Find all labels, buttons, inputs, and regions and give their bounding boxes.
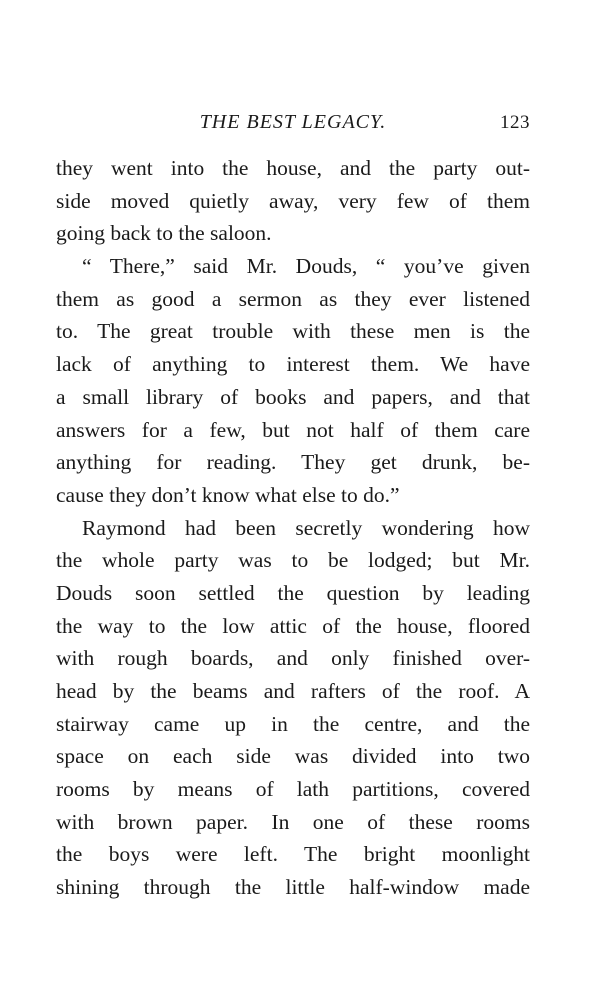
text-line: “ There,” said Mr. Douds, “ you’ve given	[82, 254, 530, 279]
text-line: anything for reading. They get drunk, be-	[56, 450, 530, 475]
text-line: with brown paper. In one of these rooms	[56, 809, 530, 834]
text-line: the whole party was to be lodged; but Mr.	[56, 548, 530, 573]
text-line: going back to the saloon.	[56, 221, 272, 246]
text-line: shining through the little half-window made	[56, 875, 530, 900]
text-line: they went into the house, and the party out-	[56, 156, 530, 180]
text-line: them as good a sermon as they ever listened	[56, 286, 530, 311]
text-line: the way to the low attic of the house, floored	[56, 613, 530, 638]
text-line: head by the beams and rafters of the roof. A	[56, 679, 530, 703]
text-line: space on each side was divided into two	[56, 744, 530, 769]
text-line: lack of anything to interest them. We have	[56, 352, 530, 377]
running-head	[56, 111, 530, 137]
text-line: the boys were left. The bright moonlight	[56, 842, 530, 867]
page-number: 123	[500, 112, 530, 133]
text-line: Douds soon settled the question by leading	[56, 580, 530, 605]
text-line: answers for a few, but not half of them care	[56, 417, 530, 442]
text-line: with rough boards, and only finished over-	[56, 646, 530, 671]
text-line: side moved quietly away, very few of them	[56, 188, 530, 213]
text-line: stairway came up in the centre, and the	[56, 711, 530, 736]
text-line: rooms by means of lath partitions, covered	[56, 777, 530, 802]
running-title: THE BEST LEGACY.	[199, 111, 387, 133]
text-line: Raymond had been secretly wondering how	[82, 515, 530, 540]
text-line: cause they don’t know what else to do.”	[56, 482, 400, 507]
body-text	[56, 152, 530, 904]
text-line: to. The great trouble with these men is the	[56, 319, 530, 344]
text-line: a small library of books and papers, and that	[56, 384, 530, 409]
